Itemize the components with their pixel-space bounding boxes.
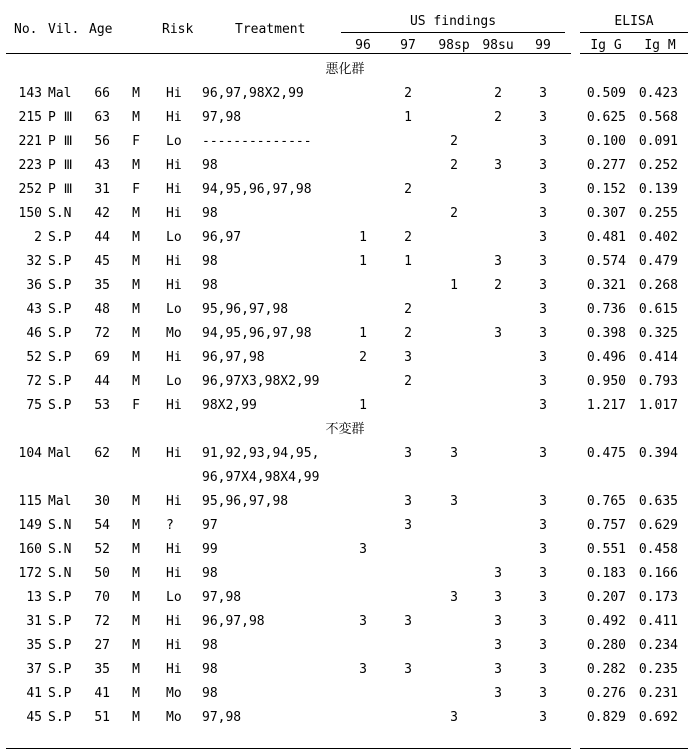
us-finding: 3 [494,566,502,581]
elisa-igg: 0.307 [586,206,626,221]
treatment: 97,98 [202,710,242,725]
us-finding: 3 [404,662,412,677]
treatment: 98 [202,662,218,677]
us-finding: 1 [359,254,367,269]
sex: M [132,254,140,269]
header-us-98su: 98su [482,38,514,53]
treatment: 94,95,96,97,98 [202,326,312,341]
village: S.P [48,710,72,725]
sex: M [132,326,140,341]
us-finding: 2 [404,326,412,341]
sex: M [132,638,140,653]
elisa-igm: 0.615 [638,302,678,317]
us-finding: 3 [539,110,547,125]
age: 41 [94,686,110,701]
treatment: 99 [202,542,218,557]
case-number: 52 [26,350,42,365]
us-finding: 1 [404,254,412,269]
us-finding: 3 [539,278,547,293]
elisa-igg: 0.481 [586,230,626,245]
us-finding: 3 [494,686,502,701]
sex: M [132,374,140,389]
case-number: 115 [18,494,42,509]
age: 70 [94,590,110,605]
elisa-igm: 0.255 [638,206,678,221]
elisa-igg: 0.152 [586,182,626,197]
elisa-igm: 0.479 [638,254,678,269]
village: S.P [48,398,72,413]
case-number: 223 [18,158,42,173]
elisa-igm: 0.231 [638,686,678,701]
risk: Hi [166,182,182,197]
us-finding: 2 [450,134,458,149]
age: 48 [94,302,110,317]
risk: Hi [166,110,182,125]
treatment: 98 [202,278,218,293]
village: S.P [48,662,72,677]
village: S.P [48,302,72,317]
treatment: 96,97,98 [202,350,265,365]
elisa-igg: 0.551 [586,542,626,557]
treatment: 98 [202,686,218,701]
us-finding: 3 [494,158,502,173]
village: P Ⅲ [48,134,73,149]
us-finding: 3 [539,254,547,269]
elisa-igm: 0.423 [638,86,678,101]
elisa-igm: 0.458 [638,542,678,557]
village: S.P [48,374,72,389]
header-risk: Risk [162,22,194,37]
treatment: 94,95,96,97,98 [202,182,312,197]
sex: M [132,686,140,701]
village: S.P [48,614,72,629]
sex: F [132,398,140,413]
us-finding: 2 [450,158,458,173]
treatment: 98 [202,206,218,221]
risk: Hi [166,158,182,173]
us-finding: 3 [404,494,412,509]
elisa-igm: 1.017 [638,398,678,413]
elisa-igm: 0.268 [638,278,678,293]
case-number: 221 [18,134,42,149]
elisa-igm: 0.635 [638,494,678,509]
village: Mal [48,86,72,101]
us-finding: 3 [450,710,458,725]
age: 27 [94,638,110,653]
case-number: 45 [26,710,42,725]
sex: M [132,350,140,365]
us-finding: 1 [359,326,367,341]
sex: M [132,590,140,605]
age: 69 [94,350,110,365]
elisa-igm: 0.235 [638,662,678,677]
us-finding: 3 [539,662,547,677]
us-finding: 2 [404,86,412,101]
risk: Lo [166,302,182,317]
sex: M [132,710,140,725]
elisa-igm: 0.394 [638,446,678,461]
treatment: 95,96,97,98 [202,494,289,509]
risk: Hi [166,566,182,581]
elisa-igg: 0.276 [586,686,626,701]
elisa-igg: 0.509 [586,86,626,101]
us-finding: 2 [404,230,412,245]
risk: Mo [166,710,182,725]
us-finding: 3 [359,614,367,629]
us-finding: 2 [494,278,502,293]
village: S.P [48,326,72,341]
elisa-igg: 0.765 [586,494,626,509]
village: P Ⅲ [48,110,73,125]
elisa-igg: 0.950 [586,374,626,389]
village: S.P [48,590,72,605]
elisa-igm: 0.325 [638,326,678,341]
case-number: 43 [26,302,42,317]
risk: Hi [166,398,182,413]
us-finding: 3 [539,446,547,461]
us-finding: 3 [494,590,502,605]
treatment: 96,97 [202,230,242,245]
elisa-igg: 0.496 [586,350,626,365]
us-finding: 3 [539,350,547,365]
us-finding: 3 [494,638,502,653]
treatment: 98 [202,254,218,269]
us-finding: 3 [359,542,367,557]
village: Mal [48,446,72,461]
case-number: 172 [18,566,42,581]
case-number: 31 [26,614,42,629]
treatment: -------------- [202,134,312,149]
case-number: 150 [18,206,42,221]
us-finding: 3 [539,206,547,221]
treatment-continued: 96,97X4,98X4,99 [202,470,320,485]
us-finding: 3 [539,686,547,701]
header-elisa: ELISA [614,14,654,29]
risk: Hi [166,662,182,677]
age: 54 [94,518,110,533]
elisa-igg: 0.492 [586,614,626,629]
risk: Hi [166,494,182,509]
header-us-findings: US findings [409,14,497,29]
case-number: 46 [26,326,42,341]
header-vil: Vil. [48,22,80,37]
us-finding: 3 [539,494,547,509]
sex: M [132,518,140,533]
elisa-igg: 1.217 [586,398,626,413]
elisa-igg: 0.398 [586,326,626,341]
us-finding: 3 [539,710,547,725]
us-finding: 3 [539,86,547,101]
us-finding: 3 [539,590,547,605]
treatment: 95,96,97,98 [202,302,289,317]
risk: Hi [166,638,182,653]
case-number: 35 [26,638,42,653]
us-finding: 3 [539,374,547,389]
sex: M [132,230,140,245]
us-finding: 3 [539,614,547,629]
age: 72 [94,326,110,341]
us-findings-top-rule [341,32,565,33]
elisa-igm: 0.139 [638,182,678,197]
village: S.P [48,686,72,701]
header-igg: Ig G [590,38,622,53]
us-finding: 3 [494,326,502,341]
elisa-igg: 0.183 [586,566,626,581]
sex: M [132,614,140,629]
case-number: 215 [18,110,42,125]
age: 72 [94,614,110,629]
village: S.N [48,518,72,533]
elisa-igm: 0.402 [638,230,678,245]
elisa-igg: 0.475 [586,446,626,461]
us-finding: 3 [539,134,547,149]
case-number: 13 [26,590,42,605]
risk: Hi [166,278,182,293]
us-finding: 2 [494,110,502,125]
us-finding: 3 [494,614,502,629]
header-treatment: Treatment [235,22,306,37]
header-us-97: 97 [400,38,416,53]
sex: F [132,182,140,197]
risk: Hi [166,542,182,557]
case-number: 160 [18,542,42,557]
elisa-igg: 0.277 [586,158,626,173]
village: S.P [48,278,72,293]
age: 44 [94,374,110,389]
village: S.P [48,254,72,269]
us-finding: 3 [404,350,412,365]
village: S.N [48,542,72,557]
village: P Ⅲ [48,182,73,197]
case-number: 36 [26,278,42,293]
elisa-igm: 0.793 [638,374,678,389]
village: S.P [48,638,72,653]
sex: M [132,278,140,293]
us-finding: 2 [494,86,502,101]
risk: Hi [166,206,182,221]
us-finding: 1 [359,398,367,413]
treatment: 96,97X3,98X2,99 [202,374,320,389]
header-age: Age [89,22,113,37]
group-label: 悪化群 [325,62,365,77]
age: 56 [94,134,110,149]
sex: M [132,566,140,581]
elisa-igg: 0.280 [586,638,626,653]
age: 52 [94,542,110,557]
elisa-top-rule [580,32,688,33]
age: 35 [94,662,110,677]
risk: Mo [166,326,182,341]
us-finding: 3 [539,158,547,173]
risk: Hi [166,446,182,461]
header-igm: Ig M [644,38,676,53]
sex: M [132,302,140,317]
elisa-igm: 0.234 [638,638,678,653]
elisa-igm: 0.692 [638,710,678,725]
age: 51 [94,710,110,725]
elisa-igm: 0.252 [638,158,678,173]
elisa-igm: 0.629 [638,518,678,533]
us-finding: 3 [404,446,412,461]
elisa-igg: 0.625 [586,110,626,125]
sex: M [132,494,140,509]
bottom-rule-right [580,748,688,749]
age: 30 [94,494,110,509]
elisa-igg: 0.574 [586,254,626,269]
us-finding: 1 [359,230,367,245]
risk: Mo [166,686,182,701]
case-number: 75 [26,398,42,413]
age: 35 [94,278,110,293]
header-us-98sp: 98sp [438,38,470,53]
header-no: No. [14,22,38,37]
us-finding: 3 [539,398,547,413]
age: 62 [94,446,110,461]
village: Mal [48,494,72,509]
risk: Hi [166,350,182,365]
us-finding: 3 [539,182,547,197]
us-finding: 3 [404,614,412,629]
us-finding: 3 [539,326,547,341]
elisa-igg: 0.207 [586,590,626,605]
risk: Hi [166,86,182,101]
treatment: 98 [202,566,218,581]
us-finding: 3 [539,638,547,653]
age: 44 [94,230,110,245]
age: 63 [94,110,110,125]
treatment: 96,97,98X2,99 [202,86,304,101]
treatment: 97 [202,518,218,533]
case-number: 252 [18,182,42,197]
age: 53 [94,398,110,413]
elisa-igm: 0.166 [638,566,678,581]
us-finding: 1 [450,278,458,293]
elisa-igm: 0.414 [638,350,678,365]
treatment: 98 [202,158,218,173]
group-label: 不変群 [325,422,365,437]
village: S.P [48,350,72,365]
treatment: 96,97,98 [202,614,265,629]
village: S.P [48,230,72,245]
age: 31 [94,182,110,197]
sex: M [132,158,140,173]
us-finding: 3 [404,518,412,533]
us-finding: 3 [450,590,458,605]
treatment: 97,98 [202,590,242,605]
treatment: 98X2,99 [202,398,257,413]
age: 66 [94,86,110,101]
us-finding: 3 [450,446,458,461]
sex: F [132,134,140,149]
age: 42 [94,206,110,221]
elisa-igm: 0.091 [638,134,678,149]
village: S.N [48,206,72,221]
case-number: 149 [18,518,42,533]
bottom-rule-left [6,748,571,749]
us-finding: 3 [539,230,547,245]
treatment: 91,92,93,94,95, [202,446,320,461]
age: 45 [94,254,110,269]
sex: M [132,662,140,677]
village: S.N [48,566,72,581]
us-finding: 3 [539,518,547,533]
treatment: 97,98 [202,110,242,125]
elisa-igg: 0.100 [586,134,626,149]
us-finding: 3 [494,254,502,269]
case-number: 104 [18,446,42,461]
us-finding: 2 [404,374,412,389]
elisa-igm: 0.173 [638,590,678,605]
us-finding: 2 [359,350,367,365]
us-finding: 3 [539,566,547,581]
case-number: 32 [26,254,42,269]
elisa-igg: 0.321 [586,278,626,293]
age: 43 [94,158,110,173]
case-number: 72 [26,374,42,389]
risk: Lo [166,230,182,245]
elisa-igm: 0.411 [638,614,678,629]
risk: Hi [166,254,182,269]
us-finding: 2 [404,182,412,197]
us-finding: 3 [539,542,547,557]
elisa-igg: 0.282 [586,662,626,677]
us-finding: 3 [359,662,367,677]
elisa-igg: 0.829 [586,710,626,725]
risk: Lo [166,134,182,149]
header-us-99: 99 [535,38,551,53]
us-finding: 1 [404,110,412,125]
elisa-igg: 0.757 [586,518,626,533]
sex: M [132,206,140,221]
case-number: 143 [18,86,42,101]
sex: M [132,110,140,125]
risk: Hi [166,614,182,629]
us-finding: 2 [404,302,412,317]
treatment: 98 [202,638,218,653]
header-us-96: 96 [355,38,371,53]
us-finding: 3 [539,302,547,317]
case-number: 41 [26,686,42,701]
sex: M [132,86,140,101]
sex: M [132,446,140,461]
risk: Lo [166,374,182,389]
us-finding: 3 [450,494,458,509]
sex: M [132,542,140,557]
case-number: 37 [26,662,42,677]
us-finding: 3 [494,662,502,677]
risk: ? [166,518,174,533]
elisa-igg: 0.736 [586,302,626,317]
case-number: 2 [34,230,42,245]
elisa-igm: 0.568 [638,110,678,125]
us-finding: 2 [450,206,458,221]
village: P Ⅲ [48,158,73,173]
risk: Lo [166,590,182,605]
age: 50 [94,566,110,581]
